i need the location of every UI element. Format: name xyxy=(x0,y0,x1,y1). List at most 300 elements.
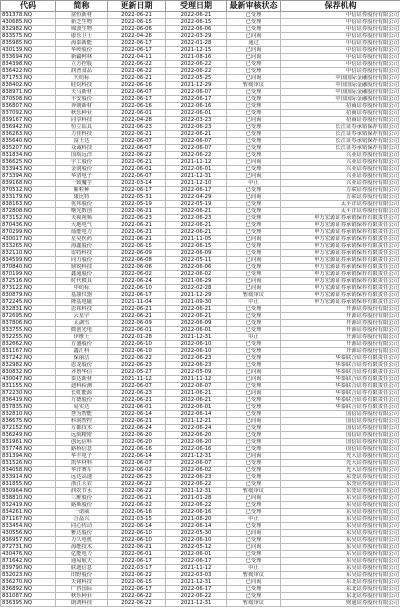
cell-accepted: 2022-06-21 xyxy=(166,306,227,313)
table-row xyxy=(1,495,400,502)
cell-code: 870299.NQ xyxy=(1,229,56,236)
cell-name: 曙光数创 xyxy=(56,208,108,215)
cell-name: 长虹能源 xyxy=(56,390,108,397)
cell-name: 路斯股份 xyxy=(56,502,108,509)
cell-accepted: 2022-06-16 xyxy=(166,446,227,453)
table-row xyxy=(1,558,400,565)
cell-name: 硅烷科技 xyxy=(56,82,108,89)
cell-name: 雅达股份 xyxy=(56,530,108,537)
cell-sponsor: 中信证券股份有限公司 xyxy=(281,54,400,61)
cell-code: 837835.NQ xyxy=(1,404,56,411)
cell-name: 华洋赛车 xyxy=(56,467,108,474)
cell-name: 同力股份 xyxy=(56,257,108,264)
cell-code: 870436.NQ xyxy=(1,222,56,229)
cell-status: 已受理 xyxy=(227,12,281,19)
cell-sponsor: 中信证券股份有限公司 xyxy=(281,26,400,33)
cell-sponsor: 开源证券股份有限公司 xyxy=(281,306,400,313)
cell-updated: 2022-06-23 xyxy=(108,215,166,222)
table-row xyxy=(1,313,400,320)
table-row xyxy=(1,502,400,509)
cell-status: 中止 xyxy=(227,516,281,523)
cell-sponsor: 开源证券股份有限公司 xyxy=(281,320,400,327)
cell-status: 已受理 xyxy=(227,348,281,355)
cell-code: 833575.NQ xyxy=(1,33,56,40)
cell-updated: 2022-06-21 xyxy=(108,544,166,551)
cell-updated: 2022-06-06 xyxy=(108,26,166,33)
cell-sponsor: 申万宏源证券承销保荐有限责任公司 xyxy=(281,292,400,299)
cell-updated: 2022-06-21 xyxy=(108,313,166,320)
table-row xyxy=(1,474,400,481)
table-row xyxy=(1,26,400,33)
cell-accepted: 2022-06-21 xyxy=(166,208,227,215)
cell-code: 836249.NQ xyxy=(1,432,56,439)
cell-code: 837748.NQ xyxy=(1,446,56,453)
table-row xyxy=(1,278,400,285)
cell-accepted: 2022-06-22 xyxy=(166,481,227,488)
cell-accepted: 2022-06-15 xyxy=(166,243,227,250)
cell-updated: 2022-06-23 xyxy=(108,362,166,369)
table-row xyxy=(1,75,400,82)
cell-status: 已受理 xyxy=(227,397,281,404)
cell-accepted: 2021-12-15 xyxy=(166,47,227,54)
cell-updated: 2022-06-17 xyxy=(108,558,166,565)
cell-status: 已问询 xyxy=(227,285,281,292)
cell-code: 872152.NQ xyxy=(1,425,56,432)
cell-code: 836270.NQ xyxy=(1,579,56,586)
cell-sponsor: 东莞证券股份有限公司 xyxy=(281,474,400,481)
cell-sponsor: 国信证券股份有限公司 xyxy=(281,432,400,439)
cell-status: 已问询 xyxy=(227,159,281,166)
cell-accepted: 2022-06-17 xyxy=(166,558,227,565)
table-row xyxy=(1,600,400,607)
cell-updated: 2022-06-10 xyxy=(108,348,166,355)
cell-updated: 2022-06-01 xyxy=(108,551,166,558)
table-row xyxy=(1,509,400,516)
cell-status: 已受理 xyxy=(227,215,281,222)
cell-name: 伊维士 xyxy=(56,334,108,341)
table-row xyxy=(1,334,400,341)
cell-updated: 2021-11-04 xyxy=(108,299,166,306)
cell-updated: 2022-06-17 xyxy=(108,586,166,593)
cell-updated: 2022-06-24 xyxy=(108,278,166,285)
cell-accepted: 2022-06-20 xyxy=(166,439,227,446)
cell-code: 836807.NQ xyxy=(1,103,56,110)
cell-name: 同享科技 xyxy=(56,117,108,124)
cell-sponsor: 中信证券股份有限公司 xyxy=(281,12,400,19)
cell-code: 831834.NQ xyxy=(1,152,56,159)
header-accepted: 受理日期 xyxy=(166,1,227,12)
cell-code: 838810.NQ xyxy=(1,495,56,502)
cell-name: 国航远洋 xyxy=(56,152,108,159)
cell-sponsor: 申万宏源证券承销保荐有限责任公司 xyxy=(281,250,400,257)
cell-accepted: 2022-06-01 xyxy=(166,327,227,334)
cell-status: 已受理 xyxy=(227,383,281,390)
table-row xyxy=(1,194,400,201)
table-row xyxy=(1,131,400,138)
cell-name: 万都技术 xyxy=(56,425,108,432)
cell-name: 优邦股份 xyxy=(56,201,108,208)
cell-sponsor: 财通证券股份有限公司 xyxy=(281,600,400,607)
table-row xyxy=(1,306,400,313)
cell-status: 已受理 xyxy=(227,425,281,432)
cell-name: 思邦科技 xyxy=(56,306,108,313)
cell-sponsor: 光大证券股份有限公司 xyxy=(281,453,400,460)
table-row xyxy=(1,523,400,530)
cell-accepted: 2022-06-07 xyxy=(166,145,227,152)
cell-name: 华清电子 xyxy=(56,173,108,180)
cell-code: 870840.NQ xyxy=(1,264,56,271)
cell-name: 富恒新材 xyxy=(56,12,108,19)
table-row xyxy=(1,222,400,229)
cell-code: 871642.NQ xyxy=(1,558,56,565)
cell-status: 已问询 xyxy=(227,117,281,124)
table-row xyxy=(1,516,400,523)
cell-updated: 2022-04-26 xyxy=(108,33,166,40)
cell-sponsor: 中国国际金融股份有限公司 xyxy=(281,75,400,82)
cell-updated: 2022-06-16 xyxy=(108,446,166,453)
table-row xyxy=(1,96,400,103)
cell-code: 872516.NQ xyxy=(1,278,56,285)
header-sponsor: 保荐机构 xyxy=(281,1,400,12)
cell-status: 暂缓审议 xyxy=(227,488,281,495)
cell-accepted: 2022-06-14 xyxy=(166,411,227,418)
cell-accepted: 2021-12-10 xyxy=(166,180,227,187)
cell-name: 通易航天 xyxy=(56,558,108,565)
cell-updated: 2022-06-22 xyxy=(108,593,166,600)
table-row xyxy=(1,530,400,537)
cell-updated: 2022-06-22 xyxy=(108,488,166,495)
cell-accepted: 2022-06-01 xyxy=(166,551,227,558)
cell-status: 已问询 xyxy=(227,544,281,551)
cell-code: 831526.NQ xyxy=(1,460,56,467)
cell-code: 872245.NQ xyxy=(1,299,56,306)
cell-sponsor: 太平洋证券股份有限公司 xyxy=(281,201,400,208)
table-row xyxy=(1,208,400,215)
table-row xyxy=(1,187,400,194)
cell-sponsor: 兴业证券股份有限公司 xyxy=(281,166,400,173)
cell-updated: 2022-06-07 xyxy=(108,145,166,152)
cell-name: 康乐卫士 xyxy=(56,33,108,40)
cell-status: 已受理 xyxy=(227,558,281,565)
table-row xyxy=(1,82,400,89)
table-row xyxy=(1,376,400,383)
cell-sponsor: 招商证券股份有限公司 xyxy=(281,103,400,110)
cell-accepted: 2022-06-22 xyxy=(166,68,227,75)
table-row xyxy=(1,411,400,418)
table-row xyxy=(1,152,400,159)
cell-name: 锦波生物 xyxy=(56,26,108,33)
cell-code: 837806.NQ xyxy=(1,320,56,327)
cell-name: 立方控股 xyxy=(56,61,108,68)
table-row xyxy=(1,201,400,208)
table-row xyxy=(1,68,400,75)
cell-accepted: 2022-06-15 xyxy=(166,19,227,26)
cell-accepted: 2022-06-22 xyxy=(166,61,227,68)
cell-sponsor: 万联证券股份有限公司 xyxy=(281,194,400,201)
cell-updated: 2022-06-21 xyxy=(108,236,166,243)
cell-accepted: 2022-06-22 xyxy=(166,502,227,509)
cell-accepted: 2021-09-30 xyxy=(166,299,227,306)
cell-status: 已受理 xyxy=(227,502,281,509)
cell-updated: 2022-06-21 xyxy=(108,418,166,425)
cell-sponsor: 长江证券承销保荐有限公司 xyxy=(281,145,400,152)
cell-name: 路桥信息 xyxy=(56,446,108,453)
cell-name: 同心传动 xyxy=(56,523,108,530)
cell-status: 已受理 xyxy=(227,551,281,558)
table-row xyxy=(1,348,400,355)
cell-code: 833265.NQ xyxy=(1,243,56,250)
table-row xyxy=(1,117,400,124)
cell-sponsor: 东北证券股份有限公司 xyxy=(281,593,400,600)
cell-code: 833943.NQ xyxy=(1,166,56,173)
cell-updated: 2022-06-21 xyxy=(108,208,166,215)
table-row xyxy=(1,89,400,96)
cell-updated: 2022-01-28 xyxy=(108,334,166,341)
cell-sponsor: 中信证券股份有限公司 xyxy=(281,33,400,40)
cell-sponsor: 万联证券股份有限公司 xyxy=(281,187,400,194)
cell-code: 430047.NQ xyxy=(1,376,56,383)
cell-name: 合晶兴 xyxy=(56,516,108,523)
cell-code: 873122.NQ xyxy=(1,285,56,292)
cell-name: 灿能电力 xyxy=(56,229,108,236)
cell-updated: 2022-06-10 xyxy=(108,341,166,348)
cell-accepted: 2022-06-23 xyxy=(166,124,227,131)
cell-code: 430556.NQ xyxy=(1,530,56,537)
header-updated: 更新日期 xyxy=(108,1,166,12)
cell-sponsor: 光大证券股份有限公司 xyxy=(281,467,400,474)
cell-status: 已受理 xyxy=(227,145,281,152)
table-row xyxy=(1,488,400,495)
cell-name: 海鑫股份 xyxy=(56,243,108,250)
cell-accepted: 2022-06-17 xyxy=(166,96,227,103)
cell-accepted: 2022-05-09 xyxy=(166,369,227,376)
cell-status: 已受理 xyxy=(227,481,281,488)
cell-name: 浙江大农 xyxy=(56,481,108,488)
cell-accepted: 2021-01-28 xyxy=(166,495,227,502)
cell-sponsor: 东吴证券股份有限公司 xyxy=(281,509,400,516)
cell-code: 430685.NQ xyxy=(1,19,56,26)
cell-updated: 2022-06-10 xyxy=(108,530,166,537)
cell-status: 已问询 xyxy=(227,418,281,425)
cell-accepted: 2021-11-12 xyxy=(166,376,227,383)
cell-updated: 2022-06-06 xyxy=(108,264,166,271)
cell-code: 833694.NQ xyxy=(1,54,56,61)
cell-sponsor: 东吴证券股份有限公司 xyxy=(281,516,400,523)
cell-accepted: 2021-11-05 xyxy=(166,236,227,243)
cell-accepted: 2022-06-21 xyxy=(166,229,227,236)
cell-updated: 2022-06-22 xyxy=(108,481,166,488)
cell-accepted: 2022-06-21 xyxy=(166,313,227,320)
cell-name: 鼎锐科技 xyxy=(56,264,108,271)
cell-sponsor: 东莞证券股份有限公司 xyxy=(281,481,400,488)
cell-accepted: 2022-06-23 xyxy=(166,474,227,481)
cell-updated: 2022-06-21 xyxy=(108,397,166,404)
cell-sponsor: 开源证券股份有限公司 xyxy=(281,327,400,334)
cell-name: 天纺标 xyxy=(56,75,108,82)
cell-status: 已受理 xyxy=(227,68,281,75)
cell-status: 通过 xyxy=(227,40,281,47)
cell-code: 832662.NQ xyxy=(1,341,56,348)
cell-sponsor: 东北证券股份有限公司 xyxy=(281,579,400,586)
cell-status: 已受理 xyxy=(227,306,281,313)
cell-status: 已受理 xyxy=(227,103,281,110)
cell-name: 宇工股份 xyxy=(56,159,108,166)
cell-sponsor: 东吴证券股份有限公司 xyxy=(281,502,400,509)
cell-updated: 2022-06-14 xyxy=(108,411,166,418)
cell-sponsor: 国信证券股份有限公司 xyxy=(281,425,400,432)
cell-accepted: 2021-12-31 xyxy=(166,579,227,586)
cell-status: 已受理 xyxy=(227,152,281,159)
cell-updated: 2022-06-15 xyxy=(108,243,166,250)
cell-updated: 2022-06-14 xyxy=(108,453,166,460)
cell-accepted: 2021-11-12 xyxy=(166,159,227,166)
cell-accepted: 2022-06-10 xyxy=(166,341,227,348)
cell-accepted: 2022-06-02 xyxy=(166,467,227,474)
cell-name: 基康仪器 xyxy=(56,292,108,299)
cell-status: 已问询 xyxy=(227,495,281,502)
table-row xyxy=(1,54,400,61)
cell-sponsor: 中信证券股份有限公司 xyxy=(281,40,400,47)
cell-updated: 2022-06-17 xyxy=(108,96,166,103)
cell-status: 已受理 xyxy=(227,243,281,250)
table-row xyxy=(1,299,400,306)
cell-status: 已受理 xyxy=(227,110,281,117)
cell-code: 871753.NQ xyxy=(1,75,56,82)
cell-sponsor: 招商证券股份有限公司 xyxy=(281,117,400,124)
cell-code: 871167.NQ xyxy=(1,516,56,523)
cell-status: 已问询 xyxy=(227,54,281,61)
cell-updated: 2022-06-07 xyxy=(108,138,166,145)
cell-sponsor: 申万宏源证券承销保荐有限责任公司 xyxy=(281,215,400,222)
cell-code: 836625.NQ xyxy=(1,159,56,166)
cell-accepted: 2022-06-16 xyxy=(166,509,227,516)
cell-accepted: 2022-05-11 xyxy=(166,257,227,264)
table-row xyxy=(1,537,400,544)
cell-accepted: 2022-01-28 xyxy=(166,40,227,47)
cell-code: 836395.NQ xyxy=(1,600,56,607)
table-row xyxy=(1,362,400,369)
cell-sponsor: 国信证券股份有限公司 xyxy=(281,446,400,453)
cell-accepted: 2021-12-29 xyxy=(166,292,227,299)
cell-updated: 2022-06-15 xyxy=(108,579,166,586)
cell-status: 已受理 xyxy=(227,439,281,446)
cell-updated: 2022-03-15 xyxy=(108,516,166,523)
cell-accepted: 2022-06-01 xyxy=(166,404,227,411)
cell-code: 832255.NQ xyxy=(1,334,56,341)
cell-status: 中止 xyxy=(227,334,281,341)
cell-updated: 2022-06-16 xyxy=(108,509,166,516)
table-row xyxy=(1,243,400,250)
cell-accepted: 2022-06-16 xyxy=(166,103,227,110)
cell-code: 834058.NQ xyxy=(1,467,56,474)
cell-status: 已受理 xyxy=(227,404,281,411)
cell-accepted: 2022-06-22 xyxy=(166,593,227,600)
cell-status: 已受理 xyxy=(227,124,281,131)
table-row xyxy=(1,572,400,579)
cell-name: 广咨国际 xyxy=(56,586,108,593)
table-row xyxy=(1,257,400,264)
cell-name: 隆基电磁 xyxy=(56,299,108,306)
cell-name: 远航精密 xyxy=(56,432,108,439)
cell-name: 太湖雪 xyxy=(56,320,108,327)
table-row xyxy=(1,40,400,47)
cell-sponsor: 中国国际金融股份有限公司 xyxy=(281,89,400,96)
table-row xyxy=(1,439,400,446)
table-row xyxy=(1,103,400,110)
cell-accepted: 2022-03-23 xyxy=(166,117,227,124)
cell-name: 天马新材 xyxy=(56,89,108,96)
cell-sponsor: 招商证券股份有限公司 xyxy=(281,110,400,117)
cell-accepted: 2022-03-29 xyxy=(166,33,227,40)
cell-accepted: 2022-06-21 xyxy=(166,131,227,138)
cell-code: 830879.NQ xyxy=(1,292,56,299)
cell-updated: 2022-06-07 xyxy=(108,460,166,467)
cell-accepted: 2022-05-25 xyxy=(166,75,227,82)
table-row xyxy=(1,565,400,572)
cell-name: 方盛股份 xyxy=(56,341,108,348)
cell-code: 831855.NQ xyxy=(1,481,56,488)
cell-status: 已问询 xyxy=(227,47,281,54)
cell-code: 839167.NQ xyxy=(1,117,56,124)
cell-sponsor: 东吴证券股份有限公司 xyxy=(281,530,400,537)
cell-updated: 2021-11-12 xyxy=(108,376,166,383)
cell-accepted: 2022-06-20 xyxy=(166,432,227,439)
cell-name: 奔朗新材 xyxy=(56,103,108,110)
cell-accepted: 2022-06-23 xyxy=(166,215,227,222)
cell-accepted: 2021-12-31 xyxy=(166,600,227,607)
cell-name: 泰达新材 xyxy=(56,376,108,383)
cell-name: 大地电气 xyxy=(56,222,108,229)
cell-accepted: 2022-06-22 xyxy=(166,152,227,159)
cell-status: 已问询 xyxy=(227,369,281,376)
cell-sponsor: 申万宏源证券承销保荐有限责任公司 xyxy=(281,264,400,271)
cell-accepted: 2021-08-16 xyxy=(166,54,227,61)
table-row xyxy=(1,180,400,187)
cell-sponsor: 中信证券股份有限公司 xyxy=(281,61,400,68)
cell-status: 已受理 xyxy=(227,362,281,369)
cell-status: 已受理 xyxy=(227,166,281,173)
cell-updated: 2022-06-17 xyxy=(108,40,166,47)
cell-code: 835640.NQ xyxy=(1,138,56,145)
cell-sponsor: 华泰联合证券有限责任公司 xyxy=(281,383,400,390)
cell-code: 834599.NQ xyxy=(1,257,56,264)
cell-name: 金润股份 xyxy=(56,166,108,173)
cell-status: 已受理 xyxy=(227,187,281,194)
cell-status: 已受理 xyxy=(227,131,281,138)
cell-sponsor: 开源证券股份有限公司 xyxy=(281,313,400,320)
cell-accepted: 2021-12-21 xyxy=(166,418,227,425)
cell-accepted: 2022-06-01 xyxy=(166,110,227,117)
cell-accepted: 2022-05-30 xyxy=(166,530,227,537)
cell-status: 已受理 xyxy=(227,271,281,278)
cell-sponsor: 东吴证券股份有限公司 xyxy=(281,537,400,544)
table-row xyxy=(1,341,400,348)
table-body xyxy=(1,12,400,607)
table-row xyxy=(1,110,400,117)
cell-status: 已受理 xyxy=(227,229,281,236)
cell-updated: 2022-06-21 xyxy=(108,222,166,229)
cell-code: 836675.NQ xyxy=(1,418,56,425)
cell-accepted: 2022-02-28 xyxy=(166,285,227,292)
cell-status: 暂缓审议 xyxy=(227,600,281,607)
table-row xyxy=(1,320,400,327)
cell-sponsor: 长江证券承销保荐有限公司 xyxy=(281,131,400,138)
cell-code: 870199.NQ xyxy=(1,271,56,278)
cell-accepted: 2021-12-31 xyxy=(166,453,227,460)
table-row xyxy=(1,173,400,180)
cell-sponsor: 申万宏源证券承销保荐有限责任公司 xyxy=(281,278,400,285)
cell-name: 远达高速 xyxy=(56,474,108,481)
